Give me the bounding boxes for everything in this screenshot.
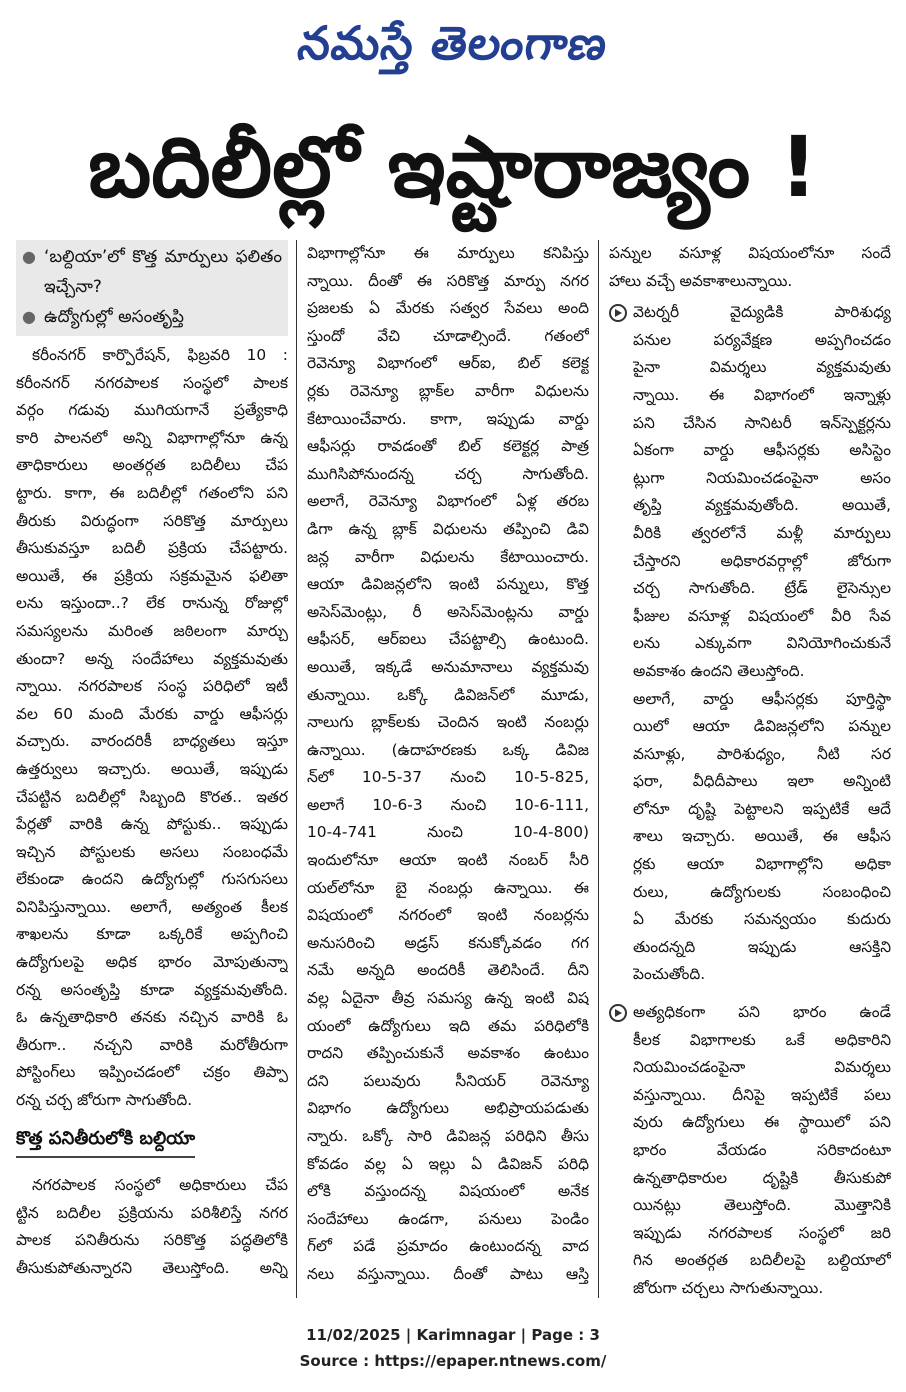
article-body [16,342,288,1115]
text-line: ఉన్నతాధికారుల దృష్టికి తీసుకుపో [633,1168,891,1187]
text-line: చేపట్టిన బదిలీల్లో సిబ్బంది కొరత.. ఇతర [16,787,288,806]
text-line: ఏ మేరకు సమన్వయం కుదురు [633,910,891,929]
text-line: న్నాయి. దీంతో ఈ సరికొత్త మార్పు నగర [307,271,589,290]
text-line: వీరికి త్వరలోనే మళ్లీ మార్పులు [633,523,891,542]
text-line: విభాగం ఉద్యోగులు అభిప్రాయపడుతు [307,1099,589,1118]
text-line: భారం వేయడం సరికాదంటూ [633,1141,891,1159]
text-line: వసూళ్లు, పారిశుధ్యం, నీటి సర [633,744,891,763]
text-line: ట్టిన బదిలీల ప్రక్రియను పరిశీలిస్తే నగర [16,1203,288,1222]
text-line: డిగా ఉన్న బ్లాక్ విధులను తప్పించి డివి [307,519,589,538]
text-line: కరీంనగర్ నగరపాలక సంస్థలో పాలక [16,373,288,392]
text-line: నియమించడంపైనా విమర్శలు [633,1058,891,1077]
text-line: హాలు వచ్చే అవకాశాలున్నాయి. [609,271,793,290]
arrow-paragraph-text [633,999,891,1300]
text-line: పనుల పర్యవేక్షణ అప్పగించడం [633,330,891,349]
text-line: సమస్యలను మరింత జఠిలంగా మార్చు [16,621,288,640]
text-line: నాలుగు బ్లాక్‌లకు చెందిన ఇంటి నంబర్లు [307,713,589,732]
headline: బదిలీల్లో ఇష్టారాజ్యం ! [88,118,818,216]
text-line: తృప్తి వ్యక్తమవుతోంది. అయితే, [633,496,891,515]
text-line: రన్న అసంతృప్తి కూడా వ్యక్తమవుతోంది. [16,980,288,999]
text-line: పేర్లతో వారికి ఉన్న పోస్టుకు.. ఇప్పుడు [16,815,288,834]
text-line: ప్రజలకు ఏ మేరకు సత్వర సేవలు అంది [307,299,589,318]
text-line: ముగిసిపోనుందన్న చర్చ సాగుతోంది. [307,464,589,483]
text-line: లోనూ దృష్టి పెట్టాలని ఇప్పటికే ఆదే [633,799,891,818]
column-divider [598,240,599,1298]
text-line: పెంచుతోంది. [633,965,706,984]
text-line: వెటర్నరీ వైద్యుడికి పారిశుధ్య [633,303,891,322]
text-line: చర్చ సాగుతోంది. ట్రేడ్ లైసెన్సుల [633,579,891,598]
text-line: నగరపాలక సంస్థలో అధికారులు చేప [32,1176,288,1195]
text-line: జన్ల వారీగా విధులను కేటాయించారు. [307,547,589,566]
footer-date-edition: 11/02/2025 | Karimnagar | Page : 3 [306,1326,600,1344]
text-line: న్నాయి. ఈ విభాగంలో ఇన్నాళ్లు [633,385,891,404]
text-line: పన్నుల వసూళ్ల విషయంలోనూ సందే [609,244,891,262]
text-line: శాలు ఇచ్చారు. అయితే, ఈ ఆఫీస [633,827,891,846]
text-line: అలాగే, వార్డు ఆఫీసర్లకు పూర్తిస్థా [633,689,891,708]
text-line: లోకి వస్తుందన్న విషయంలో అనేక [307,1182,589,1201]
article-column-2 [307,240,589,1300]
article-body [16,1172,288,1282]
text-line: తుందా? అన్న సందేహాలు వ్యక్తమవుతు [16,649,288,668]
highlight-box [16,240,288,336]
text-line: వర్గం గడువు ముగియగానే ప్రత్యేకాధి [16,401,288,420]
circle-arrow-icon [609,1004,627,1022]
text-line: తీసుకుపోతున్నారని తెలుస్తోంది. అన్ని [16,1259,288,1277]
text-line: గ్‌లో పడే ప్రమాదం ఉంటుందన్న వాద [307,1237,589,1256]
text-line: ఇప్పుడు నగరపాలక సంస్థలో జరి [633,1223,891,1242]
text-line: వినిపిస్తున్నాయి. అలాగే, అత్యంత కీలక [16,897,288,916]
text-line: వచ్చారు. వారందరికీ బాధ్యతలు ఇస్తూ [16,732,288,751]
text-line: దని పలువురు సీనియర్ రెవెన్యూ [307,1071,589,1090]
text-line: 10-4-741 నుంచి 10-4-800) [307,823,589,842]
text-line: తాధికారులు అంతర్గత బదిలీలు చేప [16,456,288,475]
text-line: అత్యధికంగా పని భారం ఉండే [633,1003,891,1022]
text-line: పోస్టింగ్‌లు ఇప్పించడంలో చక్రం తిప్పా [16,1063,288,1082]
text-line: యల్‌లోనూ బై నంబర్లు ఉన్నాయి. ఈ [307,878,589,897]
text-line: ఇచ్చిన పోస్టులకు అసలు సంబంధమే [16,842,288,861]
text-line: వురు ఉద్యోగులు ఈ స్థాయిలో పని [633,1113,891,1132]
text-line: అవకాశం ఉందని తెలుస్తోంది. [633,661,805,680]
text-line: ఆయా డివిజన్లలోని ఇంటి పన్నులు, కొత్త [307,575,589,594]
text-line: రెవెన్యూ విభాగంలో ఆర్ఐ, బిల్ కలెక్ట [307,354,589,373]
text-line: నలు వస్తున్నాయి. దీంతో పాటు ఆస్తి [307,1264,589,1283]
arrow-paragraph [609,299,891,989]
text-line: లను ఇస్తుందా..? లేక రానున్న రోజుల్లో [16,594,288,613]
text-line: లను ఎక్కువగా వినియోగించుకునే [633,634,891,653]
article-column-3 [609,240,891,1300]
text-line: విభాగాల్లోనూ ఈ మార్పులు కనిపిస్తు [307,244,589,262]
text-line: వస్తున్నాయి. దీనిపై ఇప్పటికే పలు [633,1085,891,1104]
highlight-bullet [22,302,282,332]
text-line: ర్లకు ఆయా విభాగాల్లోని అధికా [633,855,891,874]
text-line: రులు, ఉద్యోగులకు సంబంధించి [633,882,891,901]
text-line: చేస్తారని అధికారవర్గాల్లో జోరుగా [633,551,891,570]
text-line: జోరుగా చర్చలు సాగుతున్నాయి. [633,1278,824,1297]
text-line: లేకుండా ఉందని ఉద్యోగుల్లో గుసగుసలు [16,870,288,889]
text-line: యినట్లు తెలుస్తోంది. మొత్తానికి [633,1196,891,1215]
text-line: పాలక పనితీరును సరికొత్త పద్ధతిలోకి [16,1231,288,1250]
bullet-dot-icon: ● [22,247,36,266]
text-line: సందేహాలు ఉండగా, పనులు పెండిం [307,1209,589,1228]
text-line: విషయంలో నగరంలో ఇంటి నంబర్లను [307,906,589,925]
highlight-bullet [22,242,282,302]
text-line: కోవడం వల్ల ఏ ఇల్లు ఏ డివిజన్ పరిధి [307,1154,589,1173]
text-line: రన్న చర్చ జోరుగా సాగుతోంది. [16,1091,193,1110]
text-line: ఫరా, వీధిదీపాలు ఇలా అన్నింటి [633,772,891,791]
text-line: వల్ల ఏదైనా తీవ్ర సమస్య ఉన్న ఇంటి విష [307,989,589,1008]
text-line: ఏకంగా వార్డు ఆఫీసర్లకు అసిస్టెం [633,441,891,460]
text-line: న్నారు. ఒక్కో సారి డివిజన్ల పరిధిని తీసు [307,1127,589,1145]
arrow-paragraph-text [633,299,891,989]
bullet-dot-icon: ● [22,307,36,326]
text-line: నమే అన్నది అందరికీ తెలిసిందే. దీని [307,961,589,980]
text-line: ఫీజుల వసూళ్ల విషయంలో వీరి సేవ [633,606,891,625]
text-line: కీలక విభాగాలకు ఒకే అధికారిని [633,1030,891,1049]
text-line: అయితే, ఈ ప్రక్రియ సక్రమమైన ఫలితా [16,566,288,585]
text-line: కేటాయించేవారు. కాగా, ఇప్పుడు వార్డు [307,409,589,428]
arrow-paragraph [609,999,891,1300]
text-line: ఉత్తర్వులు ఇచ్చారు. అయితే, ఇప్పుడు [16,759,288,778]
text-line: వల 60 మంది మేరకు వార్డు ఆఫీసర్లు [16,704,288,723]
text-line: అయితే, ఇక్కడే అనుమానాలు వ్యక్తమవు [307,657,589,676]
text-line: యిలో ఆయా డివిజన్లలోని పన్నుల [633,717,891,736]
text-line: అసెస్‌మెంట్లు, రీ అసెస్‌మెంట్లను వార్డు [307,602,589,621]
text-line: శాఖలను కూడా ఒక్కరికే అప్పగించి [16,925,288,944]
subheading: కొత్త పనితీరులోకి బల్దియా [16,1125,195,1159]
column-divider [296,240,297,1298]
text-line: తున్నాయి. ఒక్కో డివిజన్‌లో మూడు, [307,685,589,704]
text-line: తీరుగా.. నచ్చని వారికి మరోతీరుగా [16,1035,288,1054]
text-line: ఉద్యోగులపై అధిక భారం మోపుతున్నా [16,953,288,972]
text-line: కారి పాలనలో అన్ని విభాగాల్లోనూ ఉన్న [16,428,288,447]
text-line: ఇందులోనూ ఆయా ఇంటి నంబర్ సీరి [307,851,589,870]
text-line: స్తుందో వేచి చూడాల్సిందే. గతంలో [307,326,589,345]
text-line: ర్లకు రెవెన్యూ బ్లాక్‌ల వారీగా విధులను [307,381,589,400]
text-line: పని చేసిన సానిటరీ ఇన్‌స్పెక్టర్లను [633,413,891,432]
text-line: ఓ ఉన్నతాధికారి తనకు నచ్చిన వారికి ఓ [16,1008,288,1027]
text-line: పైనా విమర్శలు వ్యక్తమవుతు [633,358,891,377]
text-line: ఉన్నాయి. (ఉదాహరణకు ఒక్క డివిజ [307,740,589,759]
text-line: ఆఫీసర్లు రావడంతో బిల్ కలెక్టర్ల పాత్ర [307,437,589,456]
text-line: రాదని తప్పించుకునే అవకాశం ఉంటుం [307,1044,589,1063]
article-body [609,240,891,295]
text-line: తీసుకువస్తూ బదిలీ ప్రక్రియ చేపట్టారు. [16,539,288,558]
highlight-text: ‘బల్దియా’లో కొత్త మార్పులు ఫలితం ఇచ్చేనా? [43,247,282,297]
article-body [307,240,589,1289]
text-line: ఆఫీసర్, ఆర్ఐలు చేపట్టాల్సి ఉంటుంది. [307,630,589,649]
text-line: తుందన్నది ఇప్పుడు ఆసక్తిని [633,937,891,956]
text-line: న్‌లో 10-5-37 నుంచి 10-5-825, [307,768,589,787]
article-column-1 [16,240,288,1300]
text-line: అలాగే, రెవెన్యూ విభాగంలో ఏళ్ల తరబ [307,492,589,511]
text-line: తీరుకు విరుద్ధంగా సరికొత్త మార్పులు [16,511,288,530]
highlight-text: ఉద్యోగుల్లో అసంతృప్తి [43,307,184,327]
text-line: ట్లుగా నియమించడంపైనా అసం [633,468,891,487]
text-line: యంలో ఉద్యోగులు ఇది తమ పరిధిలోకి [307,1016,589,1035]
text-line: ట్టారు. కాగా, ఈ బదిలీల్లో గతంలోని పని [16,483,288,502]
text-line: న్నాయి. నగరపాలక సంస్థ పరిధిలో ఇటీ [16,677,288,696]
text-line: అలాగే 10-6-3 నుంచి 10-6-111, [307,795,589,814]
footer-source: Source : https://epaper.ntnews.com/ [299,1352,607,1370]
circle-arrow-icon [609,304,627,322]
text-line: గిన అంతర్గత బదిలీలపై బల్దియాలో [633,1251,891,1270]
text-line: కరీంనగర్ కార్పొరేషన్, ఫిబ్రవరి 10 : [32,346,288,364]
text-line: అనుసరించి అడ్రస్ కనుక్కోవడం గగ [307,933,589,952]
masthead: నమస్తే తెలంగాణ [294,16,612,70]
